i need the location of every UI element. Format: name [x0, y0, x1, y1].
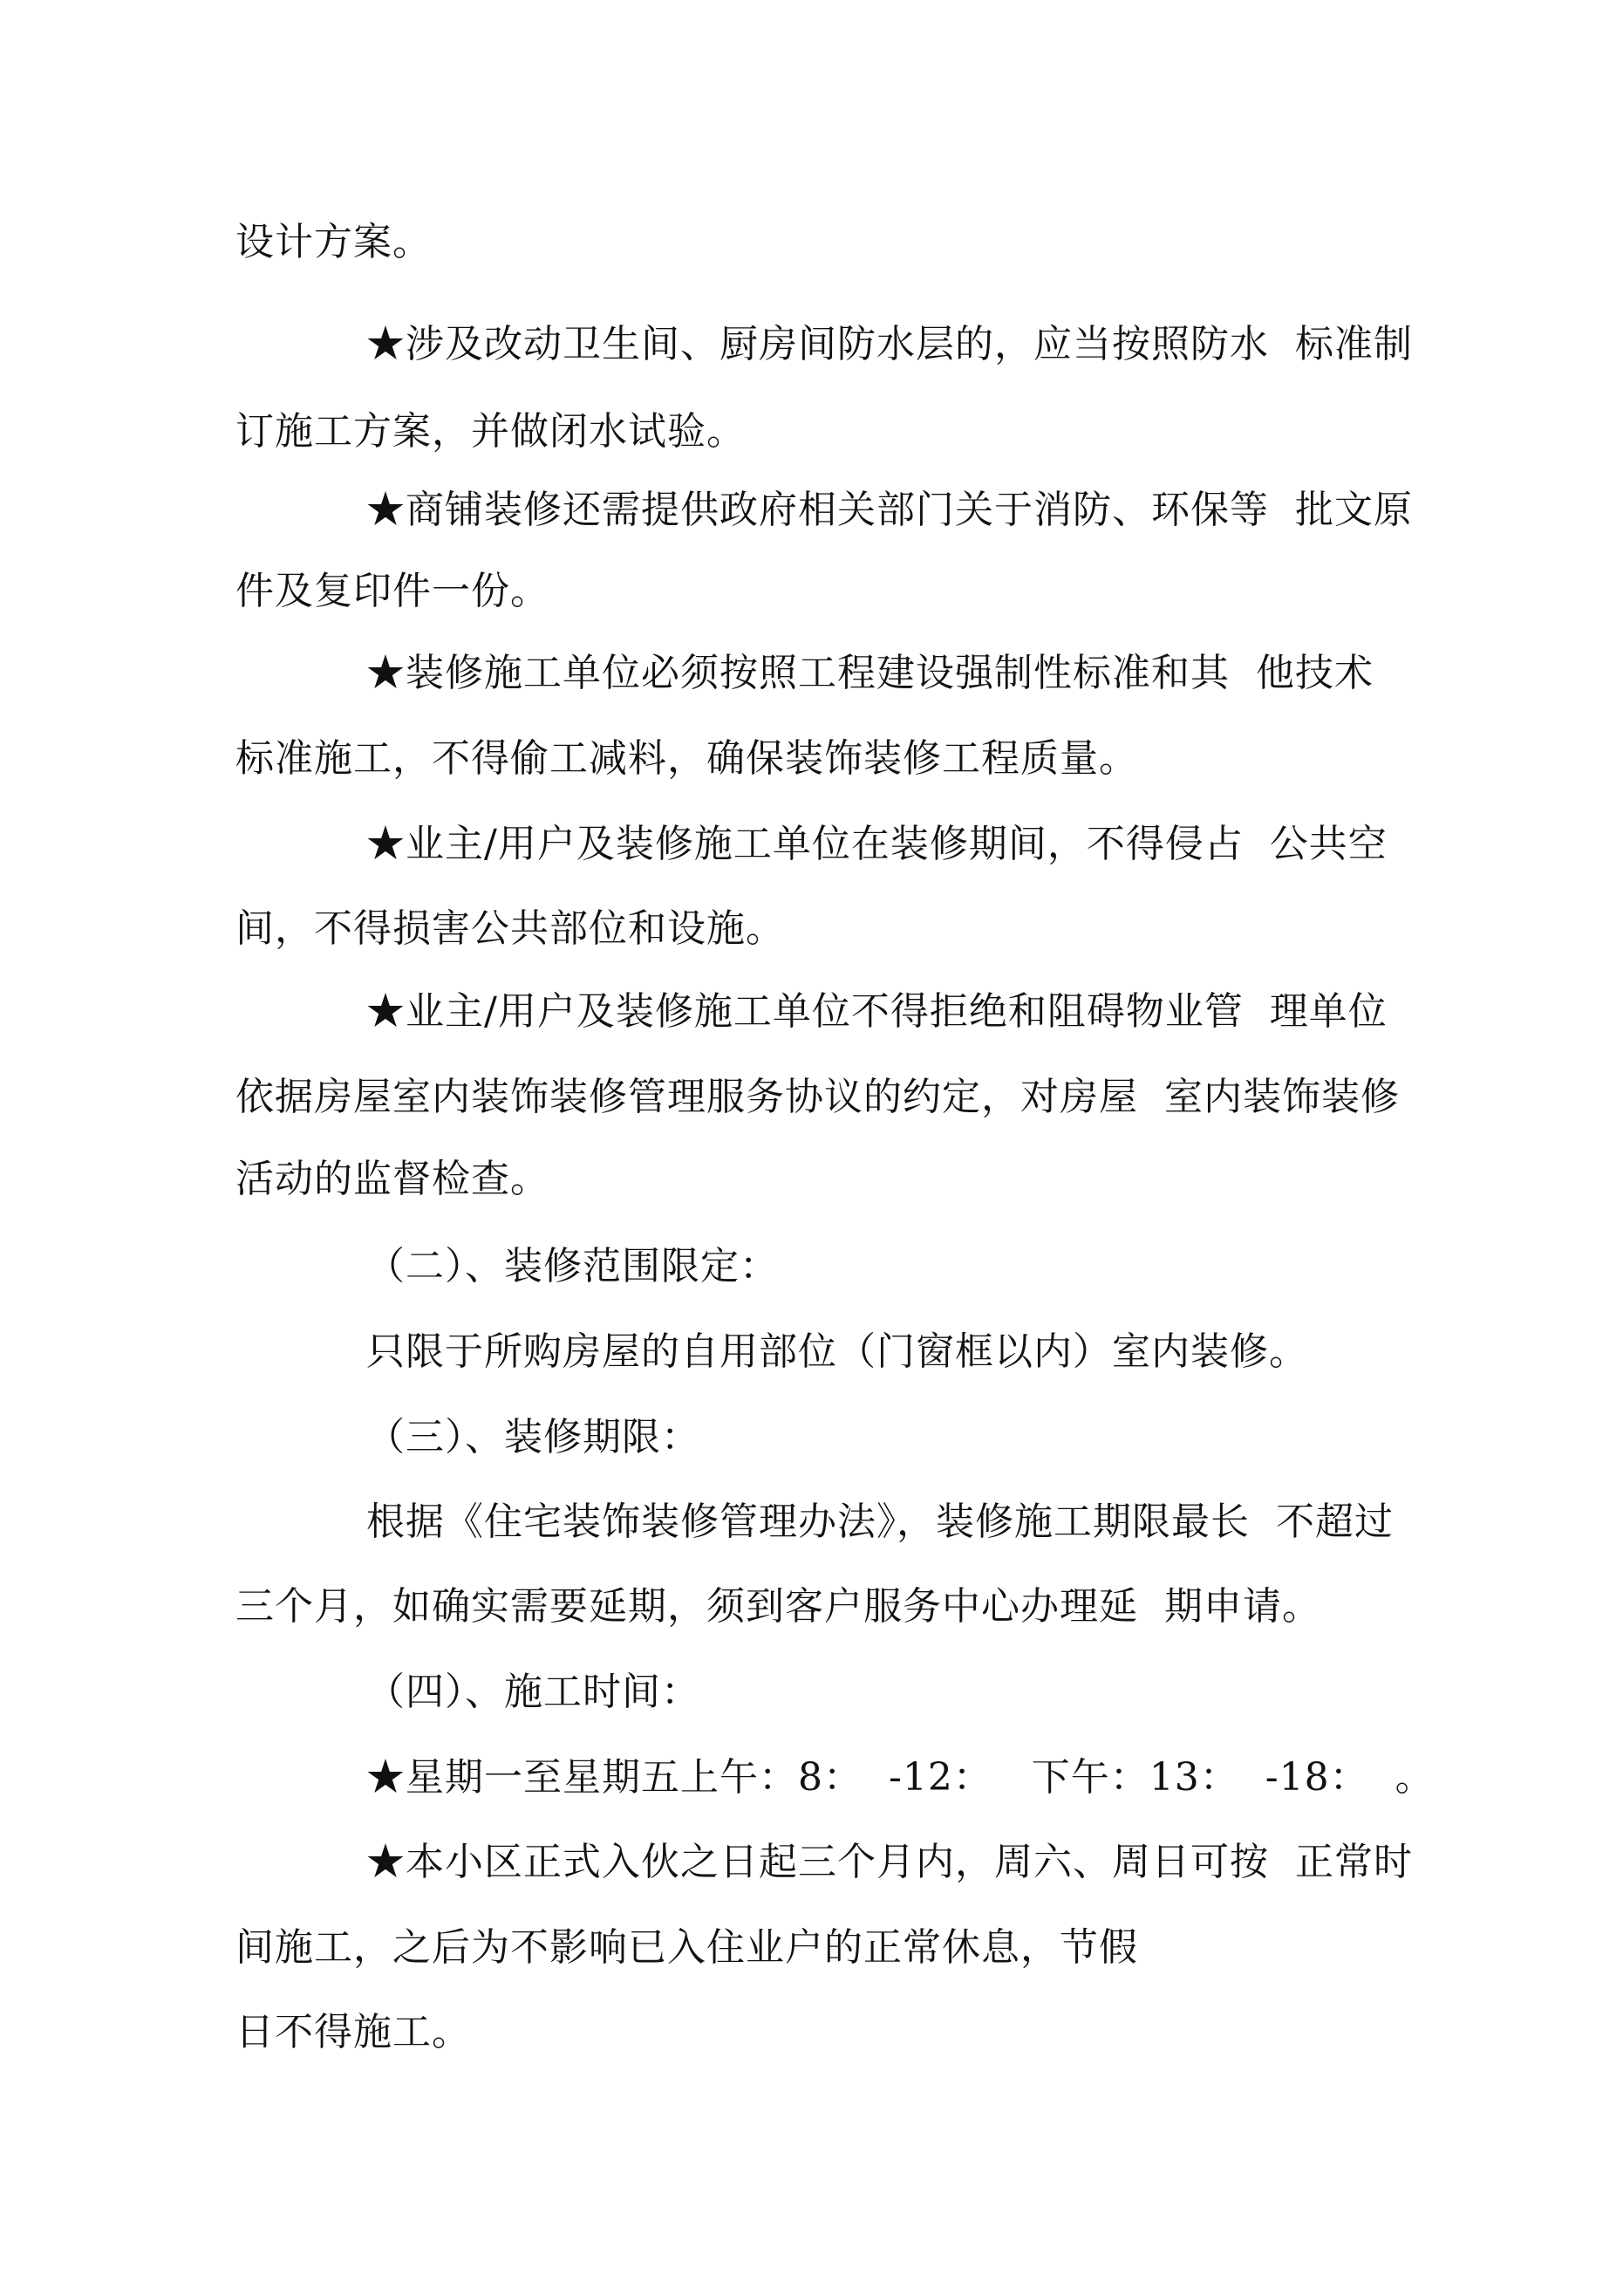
- text-line: 依据房屋室内装饰装修管理服务协议的约定，对房屋 室内装饰装修: [235, 1075, 1400, 1119]
- text-line: ★业主/用户及装修施工单位不得拒绝和阻碍物业管 理单位: [366, 989, 1388, 1034]
- text-line: 日不得施工。: [235, 2010, 471, 2054]
- text-line: ★本小区正式入伙之日起三个月内，周六、周日可按 正常时: [366, 1840, 1413, 1884]
- text-line: ★星期一至星期五上午：8： -12： 下午：13： -18： 。: [366, 1755, 1435, 1800]
- text-line: 间施工，之后为不影响已入住业户的正常休息，节假: [235, 1925, 1138, 1970]
- text-line: 标准施工，不得偷工减料，确保装饰装修工程质量。: [235, 736, 1138, 781]
- text-line: 件及复印件一份。: [235, 569, 549, 613]
- section-heading: （三）、装修期限：: [366, 1415, 700, 1459]
- text-line: 间，不得损害公共部位和设施。: [235, 906, 785, 951]
- text-line: ★涉及改动卫生间、厨房间防水层的，应当按照防水 标准制: [366, 322, 1413, 366]
- text-line: 只限于所购房屋的自用部位（门窗框以内）室内装修。: [366, 1329, 1308, 1374]
- text-line: 三个月，如确实需要延期，须到客户服务中心办理延 期申请。: [235, 1584, 1321, 1629]
- section-heading: （四）、施工时间：: [366, 1670, 700, 1714]
- text-line: ★业主/用户及装修施工单位在装修期间，不得侵占 公共空: [366, 822, 1388, 866]
- text-line: ★商铺装修还需提供政府相关部门关于消防、环保等 批文原: [366, 488, 1413, 532]
- text-line: 订施工方案，并做闭水试验。: [235, 409, 746, 454]
- text-line: 活动的监督检查。: [235, 1157, 549, 1201]
- section-heading: （二）、装修范围限定：: [366, 1244, 779, 1288]
- text-line: ★装修施工单位必须按照工程建设强制性标准和其 他技术: [366, 651, 1374, 695]
- text-line: 根据《住宅装饰装修管理办法》，装修施工期限最长 不超过: [366, 1500, 1394, 1544]
- text-line: 设计方案。: [235, 220, 432, 264]
